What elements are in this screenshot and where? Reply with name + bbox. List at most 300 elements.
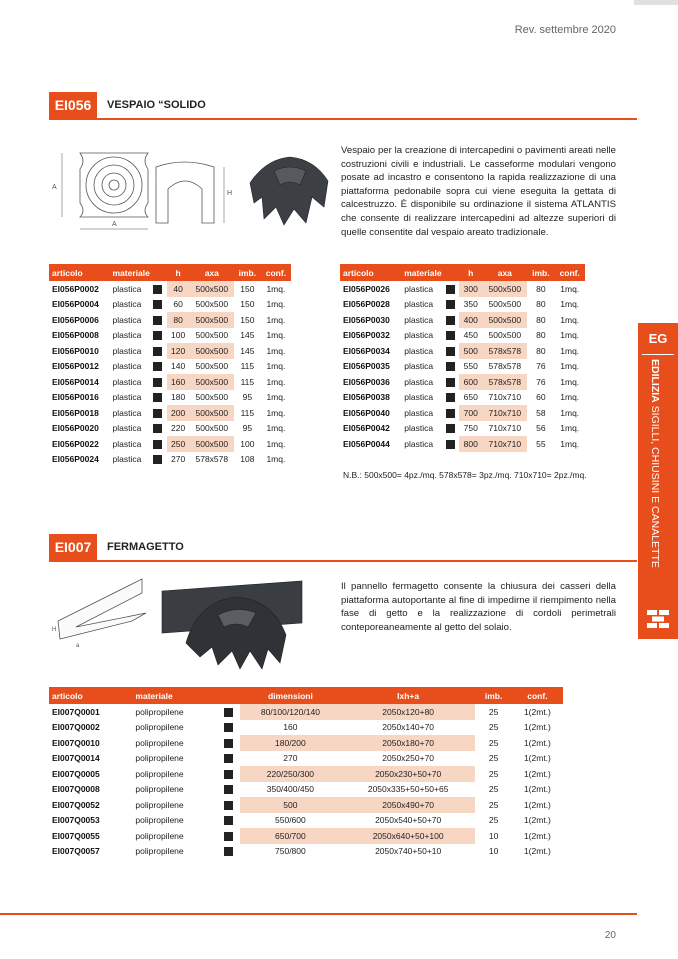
article-code: EI007Q0001 (52, 706, 100, 717)
vespaio-3d-image (250, 157, 328, 225)
article-code: EI056P0026 (343, 283, 390, 294)
article-code: EI056P0012 (52, 361, 99, 372)
color-swatch-cell (442, 374, 459, 390)
color-swatch-cell (149, 436, 166, 452)
size-cell: 500x500 (195, 423, 229, 434)
color-swatch-cell (217, 782, 240, 798)
packaging-cell: 108 (240, 454, 255, 465)
unit-cell: 1mq. (266, 299, 286, 310)
material-cell: plastica (112, 454, 142, 465)
material-cell: plastica (112, 283, 142, 294)
color-swatch-cell (149, 374, 166, 390)
unit-cell: 1mq. (266, 407, 286, 418)
material-cell: plastica (404, 376, 434, 387)
article-code: EI056P0024 (52, 454, 99, 465)
color-swatch-cell (149, 312, 166, 328)
color-swatch (153, 347, 162, 356)
color-swatch-cell (217, 813, 240, 829)
dimensions-cell: 80/100/120/140 (240, 704, 341, 720)
color-swatch (224, 847, 233, 856)
table-row (49, 297, 291, 313)
material-cell: plastica (112, 423, 142, 434)
material-cell: plastica (404, 392, 434, 403)
profile-outline (58, 579, 146, 639)
color-swatch-cell (149, 297, 166, 313)
material-cell: polipropilene (135, 722, 184, 733)
packaging-cell: 25 (488, 768, 499, 779)
packaging-cell: 25 (488, 706, 499, 717)
color-swatch (153, 362, 162, 371)
color-swatch-cell (217, 766, 240, 782)
size-cell: 500x500 (190, 281, 234, 297)
color-swatch (446, 440, 455, 449)
vespaio-technical-drawing (44, 145, 334, 235)
height-cell: 550 (463, 361, 478, 372)
column-header: dimensioni (240, 687, 341, 704)
size-cell: 710x710 (482, 405, 527, 421)
unit-cell: 1mq. (560, 361, 580, 372)
column-header: articolo (49, 264, 109, 281)
top-view-outline (80, 153, 148, 217)
height-cell: 100 (171, 330, 186, 341)
unit-cell: 1mq. (560, 376, 580, 387)
size-cell: 2050x335+50+50+65 (367, 784, 449, 795)
unit-cell: 1mq. (266, 330, 286, 341)
packaging-cell: 25 (488, 799, 499, 810)
material-cell: plastica (112, 392, 142, 403)
color-swatch (446, 331, 455, 340)
packaging-cell: 25 (488, 815, 499, 826)
packaging-cell: 95 (242, 392, 253, 403)
column-header: imb. (527, 264, 554, 281)
ei007-table (49, 687, 563, 859)
table-header-row (340, 264, 585, 281)
packaging-cell: 10 (488, 830, 499, 841)
height-cell: 160 (167, 374, 190, 390)
table-row (340, 297, 585, 313)
size-cell: 500x500 (190, 312, 234, 328)
size-cell: 500x500 (190, 343, 234, 359)
size-cell: 2050x540+50+70 (375, 815, 442, 826)
table-row (49, 405, 291, 421)
table-row (49, 436, 291, 452)
packaging-cell: 25 (488, 784, 499, 795)
unit-cell: 1mq. (266, 438, 286, 449)
height-cell: 120 (167, 343, 190, 359)
side-tab-divider (642, 354, 674, 355)
material-cell: polipropilene (135, 737, 184, 748)
ei056-table-left (49, 264, 291, 467)
color-swatch-cell (149, 452, 166, 468)
table-row (49, 374, 291, 390)
packaging-cell: 25 (488, 753, 499, 764)
article-code: EI007Q0053 (52, 815, 100, 826)
table-row (49, 782, 563, 798)
article-code: EI056P0018 (52, 407, 99, 418)
dimensions-cell: 160 (283, 722, 298, 733)
color-swatch-cell (442, 297, 459, 313)
material-cell: polipropilene (135, 768, 184, 779)
height-cell: 500 (459, 343, 482, 359)
color-swatch (224, 832, 233, 841)
column-header: conf. (554, 264, 585, 281)
material-cell: plastica (112, 314, 142, 325)
color-swatch-cell (217, 735, 240, 751)
table-row (340, 281, 585, 297)
article-code: EI056P0035 (343, 361, 390, 372)
dimension-note: N.B.: 500x500= 4pz./mq. 578x578= 3pz./mq. 710x710= 2pz./mq. (343, 470, 587, 480)
size-cell: 500x500 (195, 361, 229, 372)
dimensions-cell: 750/800 (275, 846, 306, 857)
material-cell: plastica (404, 283, 434, 294)
material-cell: polipropilene (135, 706, 184, 717)
size-cell: 578x578 (488, 361, 522, 372)
article-code: EI056P0032 (343, 330, 390, 341)
material-cell: polipropilene (135, 830, 184, 841)
size-cell: 578x578 (195, 454, 229, 465)
color-swatch (224, 816, 233, 825)
color-swatch-cell (149, 359, 166, 375)
size-cell: 500x500 (488, 330, 522, 341)
size-cell: 2050x740+50+10 (375, 846, 442, 857)
dimensions-cell: 270 (283, 753, 298, 764)
size-cell: 2050x120+80 (341, 704, 475, 720)
column-header: articolo (340, 264, 401, 281)
material-cell: polipropilene (135, 753, 184, 764)
material-cell: plastica (112, 376, 142, 387)
height-cell: 270 (171, 454, 186, 465)
unit-cell: 1(2mt.) (523, 768, 551, 779)
color-swatch (224, 723, 233, 732)
packaging-cell: 60 (536, 392, 546, 403)
table-row (340, 436, 585, 452)
article-code: EI056P0020 (52, 423, 99, 434)
table-row (340, 343, 585, 359)
top-view-ring-4 (109, 180, 119, 190)
table-row (49, 343, 291, 359)
article-code: EI056P0036 (343, 376, 390, 387)
side-tab-label-bold: EDILIZIA (649, 359, 661, 403)
packaging-cell: 80 (536, 283, 546, 294)
article-code: EI056P0006 (52, 314, 99, 325)
color-swatch-cell (149, 421, 166, 437)
article-code: EI056P0022 (52, 438, 99, 449)
packaging-cell: 55 (536, 438, 546, 449)
unit-cell: 1mq. (560, 330, 580, 341)
article-code: EI056P0008 (52, 330, 99, 341)
color-swatch-cell (442, 312, 459, 328)
article-code: EI007Q0014 (52, 753, 100, 764)
color-swatch-cell (149, 328, 166, 344)
size-cell: 710x710 (488, 392, 522, 403)
color-swatch-cell (442, 328, 459, 344)
packaging-cell: 58 (536, 407, 546, 418)
color-swatch (224, 739, 233, 748)
ei007-description: Il pannello fermagetto consente la chiusura dei casseri della piattaforma autoportante al fine di impedirne il riempimento nella fase di getto e la realizzazione di cordoli perimetrali conteporeaneamente al getto del solaio. (341, 581, 616, 633)
size-cell: 2050x490+70 (341, 797, 475, 813)
packaging-cell: 25 (488, 737, 499, 748)
material-cell: plastica (112, 345, 142, 356)
color-swatch (446, 316, 455, 325)
material-cell: plastica (112, 299, 142, 310)
color-swatch (446, 393, 455, 402)
column-header: axa (190, 264, 234, 281)
packaging-cell: 95 (242, 423, 253, 434)
section-title: VESPAIO “SOLIDO (107, 99, 206, 111)
table-row (340, 390, 585, 406)
height-cell: 140 (171, 361, 186, 372)
material-cell: plastica (404, 314, 434, 325)
height-cell: 180 (171, 392, 186, 403)
unit-cell: 1mq. (266, 423, 286, 434)
size-cell: 500x500 (190, 436, 234, 452)
unit-cell: 1(2mt.) (523, 799, 551, 810)
dimensions-cell: 220/250/300 (240, 766, 341, 782)
table-row (340, 405, 585, 421)
color-swatch (153, 440, 162, 449)
table-row (49, 720, 563, 736)
packaging-cell: 80 (536, 314, 546, 325)
size-cell: 500x500 (195, 330, 229, 341)
color-swatch (446, 362, 455, 371)
size-cell: 710x710 (482, 436, 527, 452)
size-cell: 500x500 (195, 299, 229, 310)
size-cell: 710x710 (488, 423, 522, 434)
color-swatch-cell (149, 281, 166, 297)
table-row (49, 735, 563, 751)
revision-date: Rev. settembre 2020 (514, 24, 616, 36)
height-cell: 250 (167, 436, 190, 452)
packaging-cell: 145 (240, 345, 255, 356)
size-cell: 500x500 (190, 374, 234, 390)
packaging-cell: 115 (240, 361, 255, 372)
dimensions-cell: 180/200 (240, 735, 341, 751)
color-swatch-cell (217, 828, 240, 844)
table-header-row (49, 264, 291, 281)
table-row (49, 797, 563, 813)
unit-cell: 1(2mt.) (523, 722, 551, 733)
material-cell: plastica (404, 299, 434, 310)
unit-cell: 1(2mt.) (523, 846, 551, 857)
dim-label-a-vertical: A (52, 184, 57, 191)
material-cell: polipropilene (135, 799, 184, 810)
unit-cell: 1mq. (560, 314, 580, 325)
color-swatch (446, 409, 455, 418)
table-row (49, 828, 563, 844)
color-swatch (446, 347, 455, 356)
height-cell: 400 (459, 312, 482, 328)
color-swatch (224, 785, 233, 794)
material-cell: plastica (404, 423, 434, 434)
article-code: EI007Q0008 (52, 784, 100, 795)
dim-label-a: A (112, 221, 117, 228)
article-code: EI056P0038 (343, 392, 390, 403)
article-code: EI056P0040 (343, 407, 390, 418)
packaging-cell: 76 (536, 376, 546, 387)
material-cell: polipropilene (135, 846, 184, 857)
dim-label-h: H (52, 627, 57, 633)
material-cell: plastica (404, 407, 434, 418)
section-code: EI007 (49, 534, 97, 560)
packaging-cell: 10 (488, 846, 499, 857)
column-header: articolo (49, 687, 132, 704)
size-cell: 500x500 (195, 392, 229, 403)
height-cell: 220 (171, 423, 186, 434)
packaging-cell: 56 (536, 423, 546, 434)
table-row (340, 312, 585, 328)
article-code: EI056P0042 (343, 423, 390, 434)
article-code: EI007Q0057 (52, 846, 100, 857)
table-row (49, 359, 291, 375)
table-header-row (49, 687, 563, 704)
table-row (340, 359, 585, 375)
unit-cell: 1mq. (266, 376, 286, 387)
unit-cell: 1mq. (266, 345, 286, 356)
height-cell: 300 (459, 281, 482, 297)
color-swatch (446, 378, 455, 387)
unit-cell: 1mq. (560, 345, 580, 356)
material-cell: plastica (112, 407, 142, 418)
fermagetto-3d-image (162, 581, 302, 669)
column-header: materiale (401, 264, 459, 281)
size-cell: 2050x180+70 (341, 735, 475, 751)
page-number: 20 (604, 930, 616, 941)
color-swatch-cell (217, 797, 240, 813)
color-swatch (446, 424, 455, 433)
color-swatch (153, 300, 162, 309)
article-code: EI056P0030 (343, 314, 390, 325)
side-view-arch (156, 162, 214, 223)
packaging-cell: 115 (240, 407, 255, 418)
article-code: EI056P0004 (52, 299, 99, 310)
color-swatch (153, 285, 162, 294)
unit-cell: 1(2mt.) (523, 815, 551, 826)
table-row (49, 844, 563, 860)
color-swatch-cell (442, 421, 459, 437)
color-swatch (153, 409, 162, 418)
color-swatch (224, 754, 233, 763)
packaging-cell: 150 (240, 283, 255, 294)
fermagetto-drawing (50, 573, 312, 673)
section-header-ei007 (49, 534, 637, 562)
height-cell: 40 (167, 281, 190, 297)
size-cell: 500x500 (488, 299, 522, 310)
height-cell: 60 (173, 299, 183, 310)
table-row (49, 390, 291, 406)
table-row (49, 421, 291, 437)
packaging-cell: 80 (536, 330, 546, 341)
height-cell: 600 (459, 374, 482, 390)
unit-cell: 1mq. (560, 438, 580, 449)
unit-cell: 1mq. (266, 314, 286, 325)
dimensions-cell: 550/600 (275, 815, 306, 826)
side-tab-code: EG (648, 331, 668, 346)
size-cell: 2050x230+50+70 (341, 766, 475, 782)
table-row (49, 281, 291, 297)
column-header: axa (482, 264, 527, 281)
ei056-table-right (340, 264, 585, 452)
color-swatch-cell (217, 704, 240, 720)
unit-cell: 1mq. (560, 283, 580, 294)
table-row (49, 312, 291, 328)
size-cell: 500x500 (482, 312, 527, 328)
color-swatch (153, 378, 162, 387)
color-swatch (224, 770, 233, 779)
bricks-icon (647, 610, 669, 628)
article-code: EI007Q0010 (52, 737, 100, 748)
unit-cell: 1(2mt.) (523, 706, 551, 717)
table-row (340, 421, 585, 437)
color-swatch (153, 331, 162, 340)
unit-cell: 1mq. (560, 407, 580, 418)
color-swatch-cell (149, 405, 166, 421)
packaging-cell: 150 (240, 299, 255, 310)
height-cell: 80 (167, 312, 190, 328)
color-swatch (153, 424, 162, 433)
size-cell: 500x500 (190, 405, 234, 421)
color-swatch (224, 708, 233, 717)
material-cell: plastica (404, 345, 434, 356)
unit-cell: 1(2mt.) (523, 830, 551, 841)
material-cell: plastica (112, 330, 142, 341)
column-header: imb. (234, 264, 261, 281)
packaging-cell: 80 (536, 345, 546, 356)
table-row (340, 374, 585, 390)
side-tab-label-rest: SIGILLI, CHIUSINI E CANALETTE (649, 402, 661, 568)
height-cell: 650 (463, 392, 478, 403)
dim-label-a: a (76, 643, 80, 649)
column-header: imb. (475, 687, 511, 704)
color-swatch (446, 300, 455, 309)
packaging-cell: 80 (536, 299, 546, 310)
table-row (49, 452, 291, 468)
top-view-ring-2 (94, 165, 134, 205)
packaging-cell: 76 (536, 361, 546, 372)
corner-bar (634, 0, 678, 5)
color-swatch (153, 455, 162, 464)
material-cell: plastica (112, 361, 142, 372)
article-code: EI056P0002 (52, 283, 99, 294)
dimensions-cell: 500 (240, 797, 341, 813)
column-header: conf. (512, 687, 563, 704)
height-cell: 350 (463, 299, 478, 310)
table-row (49, 766, 563, 782)
packaging-cell: 25 (488, 722, 499, 733)
color-swatch-cell (442, 281, 459, 297)
unit-cell: 1mq. (560, 423, 580, 434)
color-swatch-cell (217, 720, 240, 736)
material-cell: plastica (404, 438, 434, 449)
dimensions-cell: 650/700 (240, 828, 341, 844)
packaging-cell: 100 (240, 438, 255, 449)
side-tab-label (649, 359, 667, 589)
unit-cell: 1mq. (560, 299, 580, 310)
size-cell: 578x578 (482, 374, 527, 390)
size-cell: 578x578 (482, 343, 527, 359)
material-cell: polipropilene (135, 815, 184, 826)
size-cell: 2050x250+70 (382, 753, 435, 764)
packaging-cell: 145 (240, 330, 255, 341)
unit-cell: 1(2mt.) (523, 753, 551, 764)
height-cell: 200 (167, 405, 190, 421)
color-swatch-cell (217, 751, 240, 767)
side-category-tab (638, 323, 678, 639)
article-code: EI007Q0002 (52, 722, 100, 733)
table-row (49, 813, 563, 829)
color-swatch-cell (442, 343, 459, 359)
table-row (49, 328, 291, 344)
size-cell: 2050x640+50+100 (341, 828, 475, 844)
